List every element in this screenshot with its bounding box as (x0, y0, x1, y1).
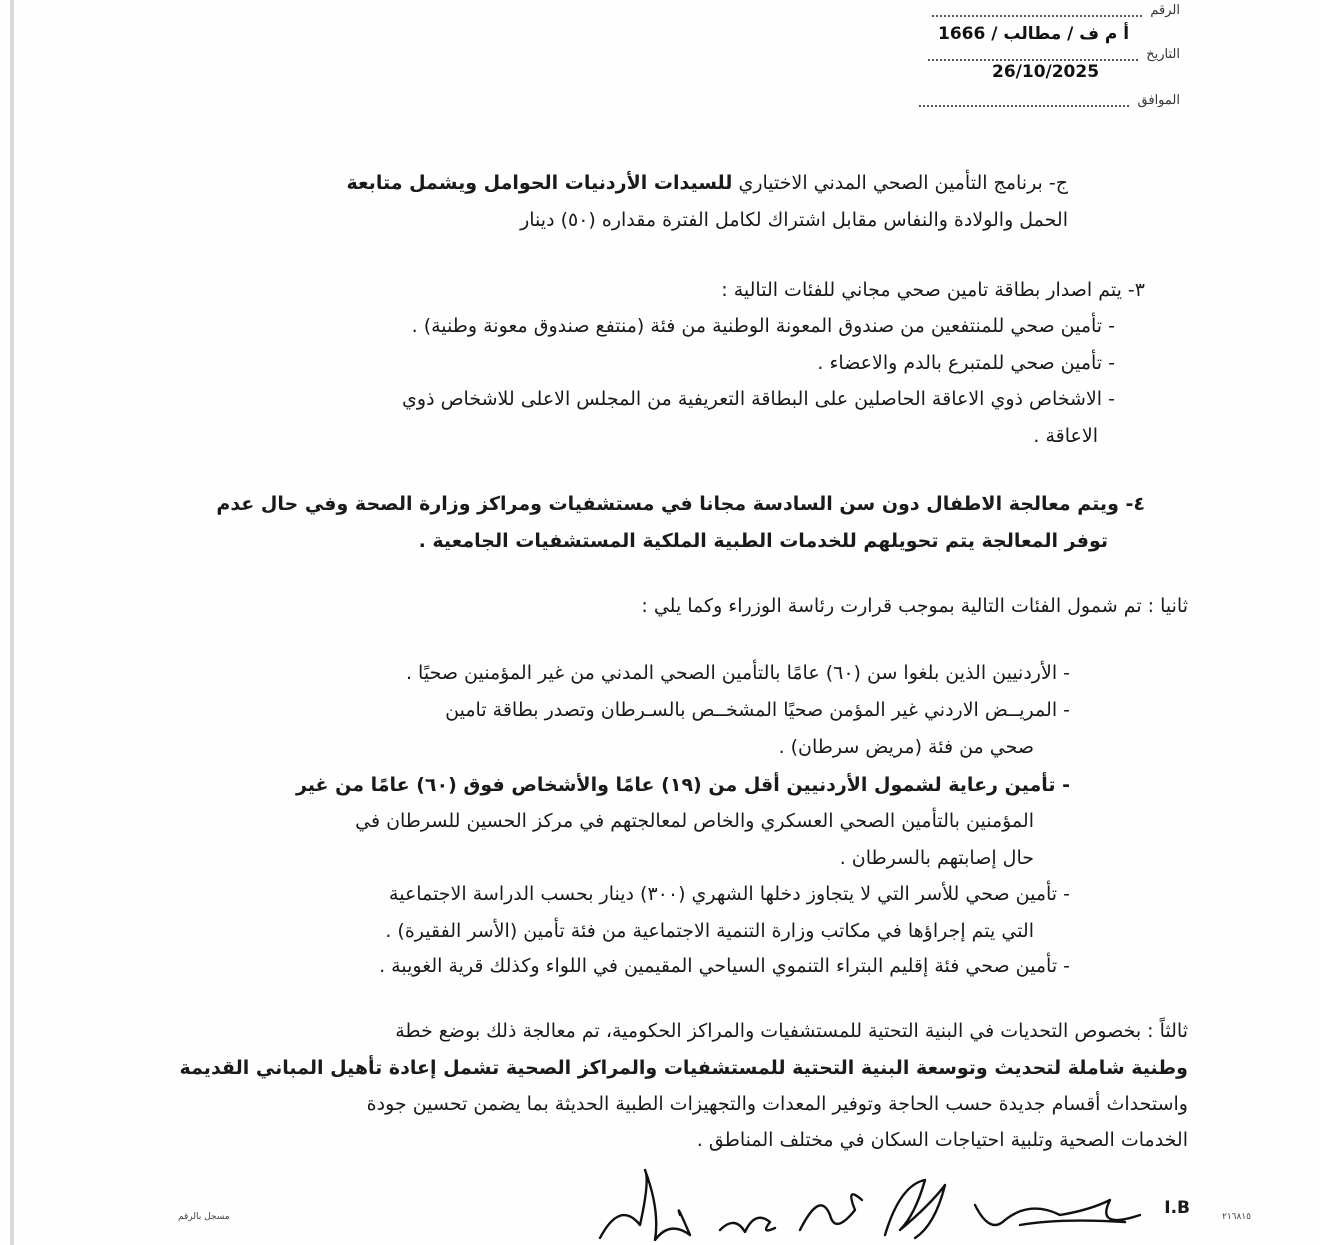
section-j-line2: الحمل والولادة والنفاس مقابل اشتراك لكامل الفترة مقداره (٥٠) دينار (520, 209, 1068, 231)
date-value: 26/10/2025 (992, 62, 1100, 82)
footer-initials: I.B (1164, 1198, 1190, 1218)
section-3-title: ٣- يتم اصدار بطاقة تامين صحي مجاني للفئات التالية : (721, 279, 1145, 301)
second-item-3-line1: - تأمين رعاية لشمول الأردنيين أقل من (١٩) عامًا والأشخاص فوق (٦٠) عامًا من غير (295, 774, 1070, 796)
section-3-item-3: - الاشخاص ذوي الاعاقة الحاصلين على البطاقة التعريفية من المجلس الاعلى للاشخاص ذوي (402, 388, 1115, 410)
section-third-line3: واستحداث أقسام جديدة حسب الحاجة وتوفير المعدات والتجهيزات الطبية الحديثة بما يضمن تحسين جودة (366, 1093, 1188, 1115)
second-item-4-line1: - تأمين صحي للأسر التي لا يتجاوز دخلها الشهري (٣٠٠) دينار بحسب الدراسة الاجتماعية (389, 883, 1070, 905)
corresponding-label: الموافق (1137, 93, 1180, 108)
signature-4 (885, 1180, 945, 1238)
second-item-2-line1: - المريــض الاردني غير المؤمن صحيًا المشخــص بالسـرطان وتصدر بطاقة تامين (445, 699, 1070, 721)
section-j-line1: ج- برنامج التأمين الصحي المدني الاختياري للسيدات الأردنيات الحوامل ويشمل متابعة (346, 172, 1068, 194)
section-third-line2: وطنية شاملة لتحديث وتوسعة البنية التحتية للمستشفيات والمراكز الصحية تشمل إعادة تأهيل المباني القديمة (179, 1057, 1188, 1079)
signatures (0, 1160, 1320, 1245)
header-corresponding-row (919, 92, 1180, 108)
corresponding-dotted-line (919, 93, 1129, 107)
second-item-5: - تأمين صحي فئة إقليم البتراء التنموي السياحي المقيمين في اللواء وكذلك قرية الغويبة . (379, 955, 1070, 977)
section-3-item-2: - تأمين صحي للمتبرع بالدم والاعضاء . (817, 352, 1115, 374)
signature-3 (800, 1194, 862, 1230)
second-item-1: - الأردنيين الذين بلغوا سن (٦٠) عامًا بالتأمين الصحي المدني من غير المؤمنين صحيًا . (405, 662, 1070, 684)
second-item-4-line2: التي يتم إجراؤها في مكاتب وزارة التنمية الاجتماعية من فئة تأمين (الأسر الفقيرة) . (385, 920, 1034, 942)
section-4-line2: توفر المعالجة يتم تحويلهم للخدمات الطبية الملكية المستشفيات الجامعية . (418, 530, 1108, 552)
second-item-2-line2: صحي من فئة (مريض سرطان) . (778, 736, 1034, 758)
section-second-title: ثانيا : تم شمول الفئات التالية بموجب قرارت رئاسة الوزراء وكما يلي : (641, 595, 1188, 617)
number-label: الرقم (1150, 3, 1180, 18)
section-3-item-1: - تأمين صحي للمنتفعين من صندوق المعونة الوطنية من فئة (منتفع صندوق معونة وطنية) . (411, 315, 1115, 337)
signature-2 (720, 1218, 775, 1232)
date-dotted-line (928, 47, 1138, 61)
reference-number: أ م ف / مطالب / 1666 (938, 24, 1130, 44)
date-label: التاريخ (1146, 47, 1180, 62)
second-item-3-line2: المؤمنين بالتأمين الصحي العسكري والخاص لمعالجتهم في مركز الحسين للسرطان في (355, 810, 1034, 832)
footer-registration-note: مسجل بالرقم (178, 1212, 230, 1222)
number-dotted-line (932, 3, 1142, 17)
page-edge (10, 0, 14, 1245)
signature-1 (600, 1170, 690, 1240)
section-third-line1: ثالثاً : بخصوص التحديات في البنية التحتية للمستشفيات والمراكز الحكومية، تم معالجة ذلك بوضع خطة (395, 1020, 1188, 1042)
section-third-line4: الخدمات الصحية وتلبية احتياجات السكان في مختلف المناطق . (696, 1129, 1188, 1151)
second-item-3-line3: حال إصابتهم بالسرطان . (839, 847, 1034, 869)
header-date-row (928, 46, 1180, 62)
section-3-item-3-cont: الاعاقة . (1033, 425, 1098, 447)
header-number-row (932, 2, 1180, 18)
section-4-line1: ٤- ويتم معالجة الاطفال دون سن السادسة مجانا في مستشفيات ومراكز وزارة الصحة وفي حال عدم (216, 493, 1145, 515)
footer-code: ٢١٦٨١٥ (1222, 1212, 1252, 1222)
